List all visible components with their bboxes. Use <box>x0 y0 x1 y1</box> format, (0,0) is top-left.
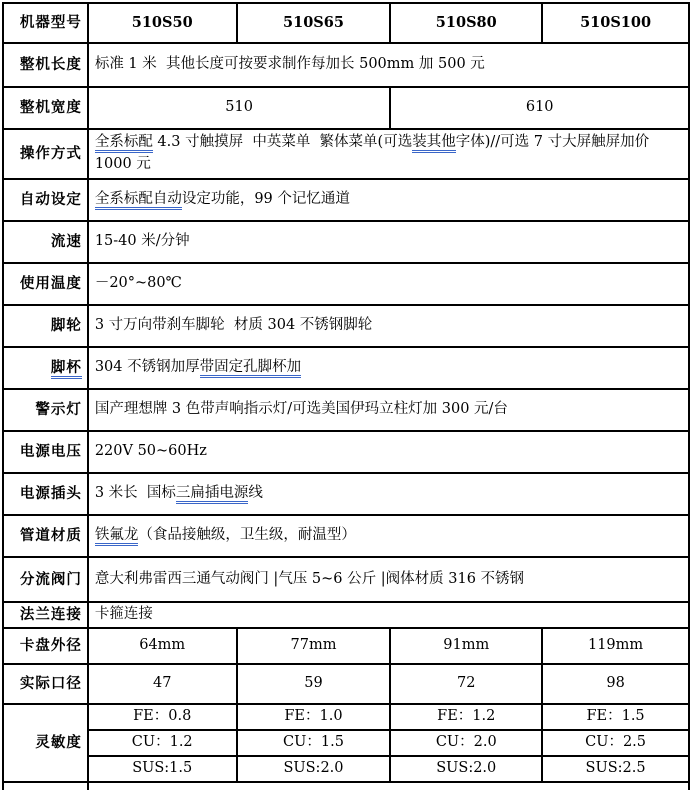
cell <box>390 730 542 756</box>
text-segment: 510S80 <box>435 14 497 32</box>
text-segment: CU：1.5 <box>283 734 344 751</box>
row-header-machine-length: 整机长度 <box>3 43 88 87</box>
text-segment: 304 不锈钢加厚 <box>94 359 200 376</box>
row-header-diverter-valve: 分流阀门 <box>3 557 88 602</box>
text-segment: 91mm <box>443 637 490 654</box>
cell <box>542 704 689 730</box>
text-segment: 72 <box>457 675 476 692</box>
text-segment: 510S50 <box>131 14 193 32</box>
underlined-text: 脚杯 <box>51 359 82 379</box>
cell <box>237 730 391 756</box>
row-header-warning-light: 警示灯 <box>3 389 88 431</box>
text-segment: 510S100 <box>580 14 652 32</box>
cell <box>542 730 689 756</box>
table-row <box>3 515 689 557</box>
text-segment: 64mm <box>139 637 186 654</box>
cell <box>88 628 237 664</box>
cell <box>88 347 689 389</box>
text-segment: 59 <box>304 675 323 692</box>
cell <box>237 3 391 43</box>
cell <box>88 179 689 221</box>
text-segment: （食品接触级，卫生级，耐温型） <box>138 527 356 544</box>
row-header-chuck-outer-diameter: 卡盘外径 <box>3 628 88 664</box>
cell <box>88 87 391 129</box>
text-segment: 47 <box>152 675 172 692</box>
table-row <box>3 782 689 790</box>
text-segment: SUS:2.5 <box>585 760 646 777</box>
text-segment: 510S65 <box>283 14 344 32</box>
row-header-casters: 脚轮 <box>3 305 88 347</box>
row-header-machine-model: 机器型号 <box>3 3 88 43</box>
text-segment: －20°~80℃ <box>94 275 182 292</box>
table-row <box>3 389 689 431</box>
table-row <box>3 3 689 43</box>
row-header-power-plug: 电源插头 <box>3 473 88 515</box>
row-header-foot-cups <box>3 347 88 389</box>
cell <box>390 87 689 129</box>
cell <box>88 221 689 263</box>
cell <box>88 557 689 602</box>
table-row <box>3 557 689 602</box>
row-header-sensitivity: 灵敏度 <box>3 704 88 782</box>
cell <box>88 602 689 628</box>
text-segment: SUS:1.5 <box>132 760 193 777</box>
table-row <box>3 730 689 756</box>
cell <box>88 782 689 790</box>
table-row <box>3 43 689 87</box>
underlined-text: 装其他 <box>412 134 456 153</box>
cell <box>542 628 689 664</box>
row-header-flange-connection: 法兰连接 <box>3 602 88 628</box>
cell <box>88 389 689 431</box>
text-segment: SUS:2.0 <box>283 760 344 777</box>
product-spec-table <box>2 2 690 790</box>
text-segment: 线 <box>248 485 263 502</box>
cell <box>88 730 237 756</box>
underlined-text: 三扁插电源 <box>176 485 249 504</box>
text-segment: CU：2.5 <box>585 734 646 751</box>
cell <box>237 664 391 704</box>
cell <box>237 628 391 664</box>
cell <box>88 263 689 305</box>
cell <box>88 756 237 782</box>
underlined-text: 全系标配自动 <box>95 191 182 210</box>
text-segment: FE：1.0 <box>284 708 343 725</box>
cell <box>542 664 689 704</box>
row-header-actual-diameter: 实际口径 <box>3 664 88 704</box>
text-segment: 98 <box>606 675 625 692</box>
cell <box>237 756 391 782</box>
cell <box>88 431 689 473</box>
cell <box>390 756 542 782</box>
row-header-machine-width: 整机宽度 <box>3 87 88 129</box>
cell <box>88 704 237 730</box>
underlined-text: 铁氟龙 <box>95 527 139 546</box>
text-segment: 卡箍连接 <box>94 606 153 623</box>
cell <box>88 515 689 557</box>
table-row <box>3 473 689 515</box>
text-segment: 国产理想牌 3 色带声响指示灯/可选美国伊玛立柱灯加 300 元/台 <box>94 401 508 418</box>
text-segment: FE：1.2 <box>437 708 496 725</box>
cell <box>390 628 542 664</box>
table-row <box>3 305 689 347</box>
text-segment: CU：1.2 <box>131 734 193 751</box>
text-segment: 4.3 寸触摸屏 中英菜单 繁体菜单(可选 <box>152 134 413 151</box>
text-segment: 字体)//可选 7 寸大屏触屏加价 1000 元 <box>94 134 654 172</box>
underlined-text: 全系标配 <box>95 134 153 153</box>
table-row <box>3 347 689 389</box>
table-row <box>3 129 689 179</box>
text-segment: 77mm <box>290 637 337 654</box>
underlined-text: 带固定孔脚杯加 <box>200 359 302 378</box>
cell <box>542 756 689 782</box>
row-header-operation-mode: 操作方式 <box>3 129 88 179</box>
table-row <box>3 664 689 704</box>
cell <box>390 664 542 704</box>
text-segment: 3 米长 国标 <box>94 485 176 502</box>
text-segment: FE：1.5 <box>586 708 645 725</box>
cell <box>237 704 391 730</box>
cell <box>88 473 689 515</box>
text-segment: SUS:2.0 <box>436 760 497 777</box>
table-row <box>3 756 689 782</box>
table-row <box>3 704 689 730</box>
table-row <box>3 628 689 664</box>
row-header-pipe-material: 管道材质 <box>3 515 88 557</box>
cell <box>542 3 689 43</box>
text-segment: 119mm <box>587 637 644 654</box>
text-segment: 510 <box>225 99 253 116</box>
table-row <box>3 602 689 628</box>
table-row <box>3 431 689 473</box>
text-segment: 610 <box>525 99 554 116</box>
row-header-auto-setting: 自动设定 <box>3 179 88 221</box>
cell <box>88 3 237 43</box>
text-segment: CU：2.0 <box>435 734 497 751</box>
table-row <box>3 179 689 221</box>
table-row <box>3 263 689 305</box>
row-header-partial-bottom-row <box>3 782 88 790</box>
row-header-operating-temperature: 使用温度 <box>3 263 88 305</box>
cell <box>88 43 689 87</box>
cell <box>88 305 689 347</box>
cell <box>390 704 542 730</box>
text-segment: 标准 1 米 其他长度可按要求制作每加长 500mm 加 500 元 <box>94 56 485 73</box>
cell <box>88 129 689 179</box>
row-header-flow-speed: 流速 <box>3 221 88 263</box>
row-header-power-voltage: 电源电压 <box>3 431 88 473</box>
text-segment: 意大利弗雷西三通气动阀门 |气压 5~6 公斤 |阀体材质 316 不锈钢 <box>94 570 525 587</box>
cell <box>88 664 237 704</box>
table-row <box>3 221 689 263</box>
text-segment: 设定功能，99 个记忆通道 <box>181 191 350 208</box>
cell <box>390 3 542 43</box>
text-segment: 3 寸万向带刹车脚轮 材质 304 不锈钢脚轮 <box>94 317 373 334</box>
text-segment: FE：0.8 <box>133 708 192 725</box>
table-row <box>3 87 689 129</box>
text-segment: 220V 50~60Hz <box>94 443 207 460</box>
text-segment: 15-40 米/分钟 <box>94 233 190 250</box>
